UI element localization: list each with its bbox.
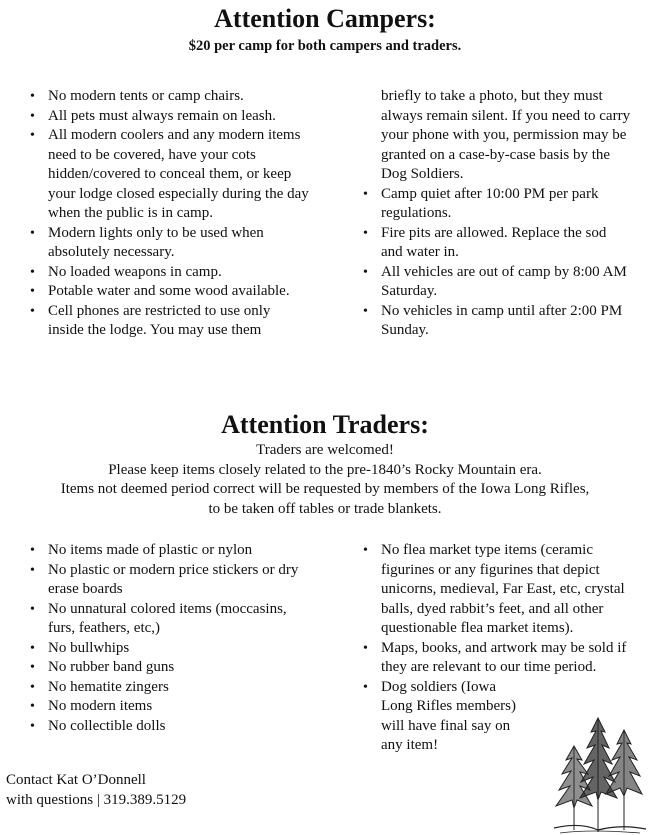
traders-title: Attention Traders: xyxy=(221,410,429,439)
bullet-icon: • xyxy=(30,108,35,124)
list-item: • No collectible dolls xyxy=(28,717,310,737)
traders-intro-line: to be taken off tables or trade blankets. xyxy=(208,500,442,517)
traders-rules-left xyxy=(28,541,310,736)
bullet-icon: • xyxy=(30,679,35,695)
list-item: • Potable water and some wood available. xyxy=(28,282,310,302)
list-item: • All vehicles are out of camp by 8:00 AM Saturday. xyxy=(363,263,627,299)
bullet-icon: • xyxy=(30,660,35,675)
pine-trees-icon xyxy=(550,712,648,835)
bullet-icon: • xyxy=(30,264,35,280)
bullet-icon: • xyxy=(363,679,368,695)
bullet-icon: • xyxy=(30,562,35,578)
bullet-icon: • xyxy=(30,128,35,143)
list-item: • No rubber band guns xyxy=(28,658,310,678)
traders-intro-line: Traders are welcomed! xyxy=(256,442,394,458)
bullet-icon: • xyxy=(30,718,35,734)
list-item: • No plastic or modern price stickers or dry erase boards xyxy=(30,561,299,597)
list-item: • No vehicles in camp until after 2:00 PM Sunday. xyxy=(363,302,623,338)
list-item: • Cell phones are restricted to use only inside the lodge. You may use them xyxy=(30,302,271,338)
bullet-icon: • xyxy=(363,303,368,319)
list-item: • Dog soldiers (Iowa Long Rifles members) will have final say on any item! xyxy=(363,678,516,753)
bullet-icon: • xyxy=(30,640,35,656)
list-item: • No items made of plastic or nylon xyxy=(28,541,310,561)
campers-title: Attention Campers: xyxy=(214,4,436,33)
bullet-icon: • xyxy=(30,89,35,104)
bullet-icon: • xyxy=(30,699,35,714)
list-item: • No hematite zingers xyxy=(28,678,310,698)
bullet-icon: • xyxy=(363,186,368,202)
list-item: • No bullwhips xyxy=(28,639,310,659)
contact-name: Contact Kat O’Donnell xyxy=(6,772,146,788)
traders-intro-line: Please keep items closely related to the pre-1840’s Rocky Mountain era. xyxy=(108,461,542,478)
list-item: • No modern tents or camp chairs. xyxy=(28,87,310,107)
campers-rules-right xyxy=(361,87,631,341)
contact-info xyxy=(6,771,186,810)
list-item: • No flea market type items (ceramic figurines or any figurines that depict unicorns, medieval, Far East, etc, crystal balls, dyed rabbit’s feet, and all other questionable flea market items). xyxy=(363,542,625,636)
list-item: • Fire pits are allowed. Replace the sod and water in. xyxy=(363,224,607,260)
list-item-continuation: briefly to take a photo, but they must always remain silent. If you need to carry your phone with you, permission may be granted on a case-by-case basis by the Dog Soldiers. xyxy=(381,88,631,182)
bullet-icon: • xyxy=(30,284,35,299)
bullet-icon: • xyxy=(363,640,368,656)
bullet-icon: • xyxy=(363,225,368,241)
bullet-icon: • xyxy=(30,225,35,241)
bullet-icon: • xyxy=(363,264,368,280)
list-item: • Maps, books, and artwork may be sold if they are relevant to our time period. xyxy=(363,639,627,675)
list-item: • No modern items xyxy=(28,697,310,717)
campers-rules-left xyxy=(28,87,310,341)
list-item: • All modern coolers and any modern items need to be covered, have your cots hidden/covered to conceal them, or keep your lodge closed especially during the day when the public is in camp. xyxy=(30,127,309,221)
bullet-icon: • xyxy=(30,601,35,617)
list-item: • No unnatural colored items (moccasins, furs, feathers, etc,) xyxy=(30,600,287,636)
list-item: • Camp quiet after 10:00 PM per park regulations. xyxy=(363,185,599,221)
traders-intro-line: Items not deemed period correct will be requested by members of the Iowa Long Rifles, xyxy=(60,481,590,497)
list-item: • All pets must always remain on leash. xyxy=(28,107,310,127)
bullet-icon: • xyxy=(30,303,35,319)
campers-fee-subtitle: $20 per camp for both campers and traders. xyxy=(188,38,462,54)
list-item: • No loaded weapons in camp. xyxy=(28,263,310,283)
bullet-icon: • xyxy=(30,543,35,558)
contact-phone: with questions | 319.389.5129 xyxy=(6,791,187,808)
list-item: • Modern lights only to be used when absolutely necessary. xyxy=(30,224,264,260)
traders-intro xyxy=(0,441,650,519)
bullet-icon: • xyxy=(363,543,368,558)
